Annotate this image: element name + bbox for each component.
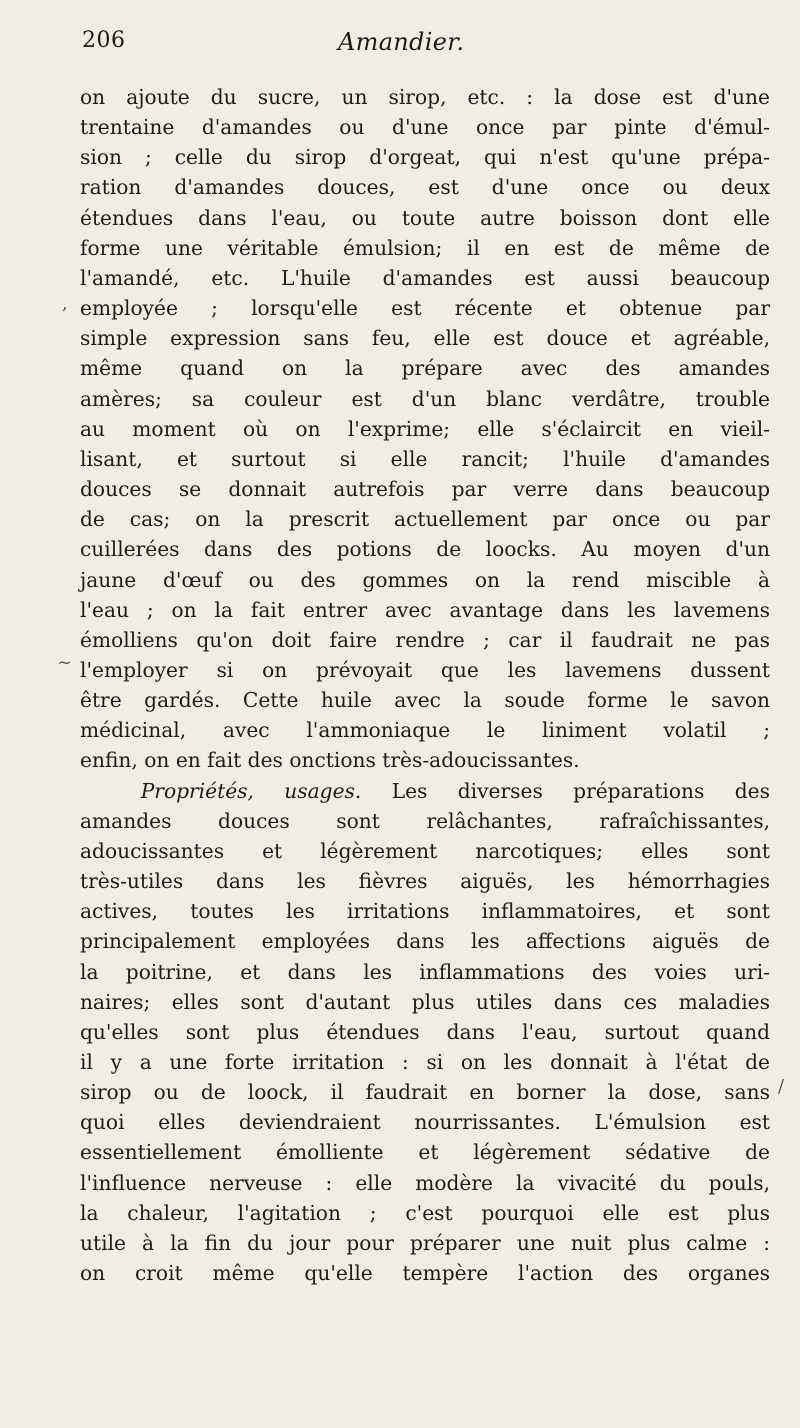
text-line: simple expression sans feu, elle est douce et agréable, [80, 326, 770, 351]
text-line: quoi elles deviendraient nourrissantes. L'émulsion est [80, 1110, 770, 1135]
text-line: l'amandé, etc. L'huile d'amandes est aussi beaucoup [80, 265, 770, 290]
section-heading: Propriétés, usages. [140, 778, 362, 803]
text-line: principalement employées dans les affections aiguës de [80, 929, 770, 954]
text-line: au moment où on l'exprime; elle s'éclaircit en vieil- [80, 416, 770, 441]
body-text [80, 82, 770, 1288]
page-header [82, 28, 772, 64]
text-line: jaune d'œuf ou des gommes on la rend miscible à [80, 567, 770, 592]
text-line: adoucissantes et légèrement narcotiques; elles sont [80, 838, 770, 863]
margin-mark: , [62, 293, 68, 314]
text-line: essentiellement émolliente et légèrement sédative de [80, 1140, 770, 1165]
text-line: médicinal, avec l'ammoniaque le liniment volatil ; [80, 718, 770, 743]
text-line: l'influence nerveuse : elle modère la vivacité du pouls, [80, 1170, 770, 1195]
text-line: amères; sa couleur est d'un blanc verdâtre, trouble [80, 386, 770, 411]
text-line: trentaine d'amandes ou d'une once par pinte d'émul- [80, 115, 770, 140]
text-line: étendues dans l'eau, ou toute autre boisson dont elle [80, 205, 770, 230]
text-line: ration d'amandes douces, est d'une once ou deux [80, 175, 770, 200]
text-line: sion ; celle du sirop d'orgeat, qui n'est qu'une prépa- [80, 145, 770, 170]
text-line: on ajoute du sucre, un sirop, etc. : la dose est d'une [80, 85, 770, 109]
text-line: même quand on la prépare avec des amandes [80, 356, 770, 381]
text-line: douces se donnait autrefois par verre dans beaucoup [80, 477, 770, 502]
paragraph-start-line [80, 776, 770, 806]
margin-mark: / [778, 1076, 785, 1097]
margin-mark: ~ [57, 652, 73, 673]
text-line: sirop ou de loock, il faudrait en borner la dose, sans [80, 1080, 770, 1105]
text-line: la chaleur, l'agitation ; c'est pourquoi elle est plus [80, 1200, 770, 1225]
text-line: cuillerées dans des potions de loocks. Au moyen d'un [80, 537, 770, 562]
text-line: l'employer si on prévoyait que les lavemens dussent [80, 657, 770, 682]
text-line: émolliens qu'on doit faire rendre ; car il faudrait ne pas [80, 627, 770, 652]
text-line: de cas; on la prescrit actuellement par once ou par [80, 507, 770, 532]
running-title: Amandier. [338, 28, 465, 56]
text-line: très-utiles dans les fièvres aiguës, les hémorrhagies [80, 869, 770, 894]
text-line: forme une véritable émulsion; il en est de même de [80, 235, 770, 260]
text-line: utile à la fin du jour pour préparer une nuit plus calme : [80, 1230, 770, 1255]
text-line: on croit même qu'elle tempère l'action des organes [80, 1261, 770, 1286]
text-line: employée ; lorsqu'elle est récente et obtenue par [80, 296, 770, 321]
text-line: enfin, on en fait des onctions très-adoucissantes. [80, 748, 580, 773]
text-line: lisant, et surtout si elle rancit; l'huile d'amandes [80, 446, 770, 471]
text-fragment: Les diverses préparations des [391, 778, 770, 803]
text-line: être gardés. Cette huile avec la soude forme le savon [80, 688, 770, 713]
text-line: naires; elles sont d'autant plus utiles dans ces maladies [80, 989, 770, 1014]
text-line: amandes douces sont relâchantes, rafraîchissantes, [80, 808, 770, 833]
page-number: 206 [82, 28, 126, 53]
text-line: l'eau ; on la fait entrer avec avantage dans les lavemens [80, 597, 770, 622]
text-line: il y a une forte irritation : si on les donnait à l'état de [80, 1050, 770, 1074]
text-line: qu'elles sont plus étendues dans l'eau, surtout quand [80, 1019, 770, 1044]
text-line: la poitrine, et dans les inflammations des voies uri- [80, 959, 770, 984]
text-line: actives, toutes les irritations inflammatoires, et sont [80, 899, 770, 924]
